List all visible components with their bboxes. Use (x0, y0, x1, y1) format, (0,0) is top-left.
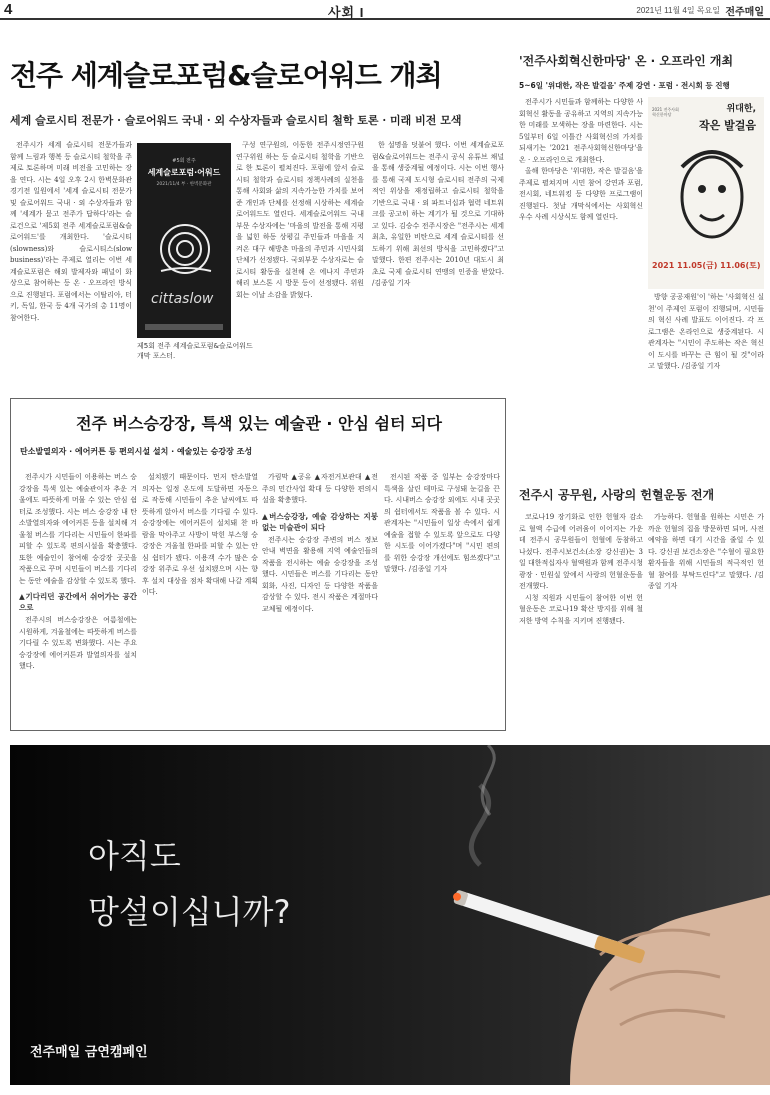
page-number: 4 (4, 1, 13, 18)
poster-footer-bar (145, 324, 223, 330)
ad-line-1: 아직도 (88, 837, 181, 875)
main-article-col2-text: 구성 연구원의, 이동한 전주시정연구원 연구위원 하는 등 슬로시티 철학을 기반으로 한 토론이 펼쳐진다. 포럼에 앞서 슬로시티 철학과 슬로시티 정책사례의 실천을 통해 사회와 삶의 지속가능한 가치를 보여준 개인과 단체를 선정해 시상하는 세계슬로어워드도 열린다. 세계슬로어워드 국내부문 수상자에는 '마을의 발전을 통해 지평을 넓힌 하동 상평길 주민들과 마을을 지켜온 대구 해방촌 마을의 주민과 시민사회단체가 선정됐다. 국외부문 수상자로는 슬로시티 활동을 실천해 온 에나지 주민과 해리 보스톤 시 방문 등이 선정됐다. 위원회는 이날 소감을 밝혔다. (236, 141, 364, 299)
blood-donation-col1-text: 코로나19 장기화로 인한 헌혈자 감소로 혈액 수급에 어려움이 이어지는 가운데 전주시 공무원들이 헌혈에 동참하고 나섰다. 전주시보건소(소장 강신권)는 3일 대한적십자사 혈액원과 함께 전주시청 광장 · 민원실 앞에서 사랑의 헌혈운동을 전개했다. (519, 513, 643, 590)
poster-label-2: 세계슬로포럼·어워드 (147, 168, 221, 177)
bus-stop-subheadline: 탄소발열의자 · 에어커튼 등 편의시설 설치 · 예술있는 승강장 조성 (20, 447, 253, 456)
ad-footer: 전주매일 금연캠페인 (30, 1045, 148, 1060)
main-article-col3-text: 한 설명을 덧붙여 했다. 이번 세계슬로포럼&슬로어워드는 전주시 공식 유튜브 채널을 통해 생중계될 예정이다. 시는 이번 행사를 통해 국제 도시형 슬로시티 전주의 국제적인 위상을 재정립하고 슬로시티 철학을 기반으로 국내 · 외 파트너십과 협력 네트워크를 공고히 하는 계기가 될 것으로 기대하고 있다. 김승수 전주시장은 "전주시는 세계 최초, 유일한 비탄으로 세계 슬로시티를 선도하기 위해 최선의 방식을 고민하겠다"고 말했다. 한편 전주시는 2010년 대도시 최초로 국제 슬로시티 연맹의 인증을 받았다. /김종일 기자 (372, 141, 504, 287)
poster-title-2: 작은 발걸음 (699, 119, 756, 132)
bus-stop-subhead2: ▲버스승강장, 예술 감상하는 지붕 없는 미술관이 되다 (262, 511, 378, 532)
main-article-col3 (372, 140, 504, 392)
anti-smoking-ad (10, 745, 770, 1085)
publication-name: 전주매일 (725, 7, 764, 18)
bus-stop-col3b-text: 전주시는 승강장 주변의 버스 정보 안내 벽면을 활용해 지역 예술인들의 작품을 전시하는 예술 승강장을 조성했다. 시민들은 버스를 기다리는 동안 회화, 사진, 디자인 등 다양한 작품을 감상할 수 있다. 전시 작품은 계절마다 교체될 예정이다. (262, 535, 378, 613)
photo-caption: 제5회 전주 세계슬로포럼&슬로어워드 개막 포스터. (137, 342, 253, 360)
poster-title-1: 위대한, (726, 104, 756, 114)
main-article-photo (137, 143, 231, 338)
bus-stop-col2-text: 설치됐기 때문이다. 먼저 탄소발열의자는 일정 온도에 도달하면 자동으로 작동해 시민들이 추운 날씨에도 따뜻하게 앉아서 버스를 기다릴 수 있다. 승강장에는 에어커튼이 설치돼 찬 바람을 막아주고 사방이 막힌 부스형 승강장은 겨울철 한파를 피할 수 있는 안심 쉼터가 됐다. 이용객 수가 많은 승강장 위주로 우선 설치됐으며 시는 향후 설치 대상을 점차 확대해 나갈 계획이다. (142, 473, 258, 596)
main-article-col2 (236, 140, 364, 392)
ad-line-2: 망설이십니까? (88, 893, 291, 931)
bus-stop-col2 (142, 472, 258, 727)
bus-stop-col4 (384, 472, 500, 727)
poster-dates: 2021 11.05(금) 11.06(토) (652, 261, 761, 270)
bus-stop-col1-text: 전주시가 시민들이 이용하는 버스 승강장을 특색 있는 예술관이자 추운 겨울에도 따뜻하게 머물 수 있는 안심 쉼터로 조성했다. 시는 버스 승강장 내 탄소발열의자와 에어커튼 등을 설치해 겨울철 버스를 기다리는 시민들이 한파를 피할 수 있도록 편의시설을 확충했다. 또한 예술인이 참여해 승강장 곳곳을 작품으로 꾸며 시민들이 버스를 기다리는 동안 예술을 감상할 수 있도록 했다. (19, 473, 137, 585)
social-innovation-headline: '전주사회혁신한마당' 온 · 오프라인 개최 (519, 54, 734, 68)
social-innovation-col2-text: 방향 공공재원'이 '하는 '사회혁신 실천'이 주제인 포럼이 진행되며, 시민들의 혁신 사례 발표도 이어진다. 각 프로그램은 온라인으로 생중계된다. 시 관계자는 "시민이 주도하는 작은 혁신이 도시를 바꾸는 큰 힘이 될 것"이라고 말했다. /김종일 기자 (648, 293, 764, 370)
poster-label-3: 2021/11/4 부 · 한벽문화관 (156, 182, 212, 187)
bus-stop-col1 (19, 472, 137, 727)
section-name: 사회 I (328, 5, 365, 20)
bus-stop-col4-text: 전시된 작품 중 일부는 승강장마다 특색을 살린 테마로 구성돼 눈길을 끈다. 시내버스 승강장 외에도 시내 곳곳의 쉼터에서도 작품을 볼 수 있다. 시 관계자는 "시민들이 일상 속에서 쉽게 예술을 접할 수 있도록 앞으로도 다양한 시도를 이어가겠다"며 "시민 편의를 위한 승강장 개선에도 힘쓰겠다"고 말했다. /김종일 기자 (384, 473, 500, 573)
blood-donation-headline: 전주시 공무원, 사랑의 헌혈운동 전개 (519, 488, 715, 502)
social-innovation-col1b-text: 올해 한마당은 '위대한, 작은 발걸음'을 주제로 펼쳐지며 시민 참여 강연과 포럼, 전시회, 네트워킹 등 다양한 프로그램이 진행된다. 첫날 개막식에서는 사회혁신 우수 사례 시상식도 함께 열린다. (519, 167, 643, 221)
issue-date: 2021년 11월 4일 목요일 (636, 6, 720, 15)
snail-icon (155, 219, 215, 279)
blood-donation-col2 (648, 512, 764, 730)
main-article-col1 (10, 140, 132, 392)
main-article-col1-text: 전주시가 세계 슬로시티 전문가들과 함께 느림과 행복 등 슬로시티 철학을 주제로 토론하며 미래 비전을 고민하는 장을 연다. 시는 4일 오후 2시 한벽문화관 경기전 일원에서 '세계 슬로시티 전문가 및 슬로어워드 국내 · 외 수상자들과 함께 '세계가 묻고 전주가 답하다'라는 슬로건으로 '제5회 전주 세계슬로포럼&슬로어워드'를 개최한다. '슬로시티(slowness)와 슬로시티스(slow business)'라는 주제로 열리는 이번 세계슬로포럼은 해외 발제자와 패널이 화상으로 참여하는 등 온 · 오프라인 방식으로 진행된다. 포럼에서는 이탈리아, 터키, 독일, 한국 등 4개 국가의 총 11명이 참여한다. (10, 141, 132, 322)
bus-stop-col3-text: 가림막 ▲공유 ▲자전거보관대 ▲전주의 민간사업 확대 등 다양한 편의시설을 확충했다. (262, 473, 378, 504)
page-header (0, 0, 770, 20)
social-innovation-col1 (519, 97, 643, 469)
bus-stop-col3 (262, 472, 378, 727)
main-headline: 전주 세계슬로포럼&슬로어워드 개최 (10, 59, 442, 92)
social-innovation-subheadline: 5~6일 '위대한, 작은 발걸음' 주제 강연 · 포럼 · 전시회 등 진행 (519, 81, 730, 90)
bus-stop-subhead1: ▲기다리던 공간에서 쉬어가는 공간으로 (19, 592, 137, 612)
social-innovation-col2 (648, 292, 764, 469)
social-innovation-poster (648, 97, 764, 289)
face-illustration-icon (672, 137, 752, 257)
bus-stop-col1b-text: 전주시의 버스승강장은 여름철에는 시원하게, 겨울철에는 따뜻하게 버스를 기다릴 수 있도록 변화했다. 시는 주요 승강장에 에어커튼과 발열의자를 설치했다. (19, 616, 137, 670)
bus-stop-headline: 전주 버스승강장, 특색 있는 예술관 · 안심 쉼터 되다 (76, 414, 442, 433)
poster-label-1: #5회 전주 (172, 158, 196, 164)
blood-donation-col2-text: 가능하다. 헌혈을 원하는 시민은 가까운 헌혈의 집을 방문하면 되며, 사전 예약을 하면 대기 시간을 줄일 수 있다. 강신권 보건소장은 "수혈이 필요한 환자들을 위해 시민들의 적극적인 헌혈 참여를 부탁드린다"고 말했다. /김종일 기자 (648, 513, 764, 590)
blood-donation-col1 (519, 512, 643, 730)
social-innovation-col1-text: 전주시가 시민들과 함께하는 다양한 사회혁신 활동을 공유하고 지역의 지속가능한 미래를 모색하는 장을 마련한다. 시는 5일부터 6일 이틀간 사회혁신의 가치를 되새기는 '2021 전주사회혁신한마당'을 온 · 오프라인으로 개최한다. (519, 98, 643, 164)
main-subheadline: 세계 슬로시티 전문가 · 슬로어워드 국내 · 외 수상자들과 슬로시티 철학 토론 · 미래 비전 모색 (10, 114, 462, 127)
poster-small-text: 2021 전주사회혁신한마당 (652, 107, 679, 117)
blood-donation-col1b-text: 시청 직원과 시민들이 참여한 이번 헌혈운동은 코로나19 확산 방지를 위해 철저한 방역 수칙을 지키며 진행됐다. (519, 593, 643, 625)
poster-brand: cittaslow (151, 291, 214, 307)
